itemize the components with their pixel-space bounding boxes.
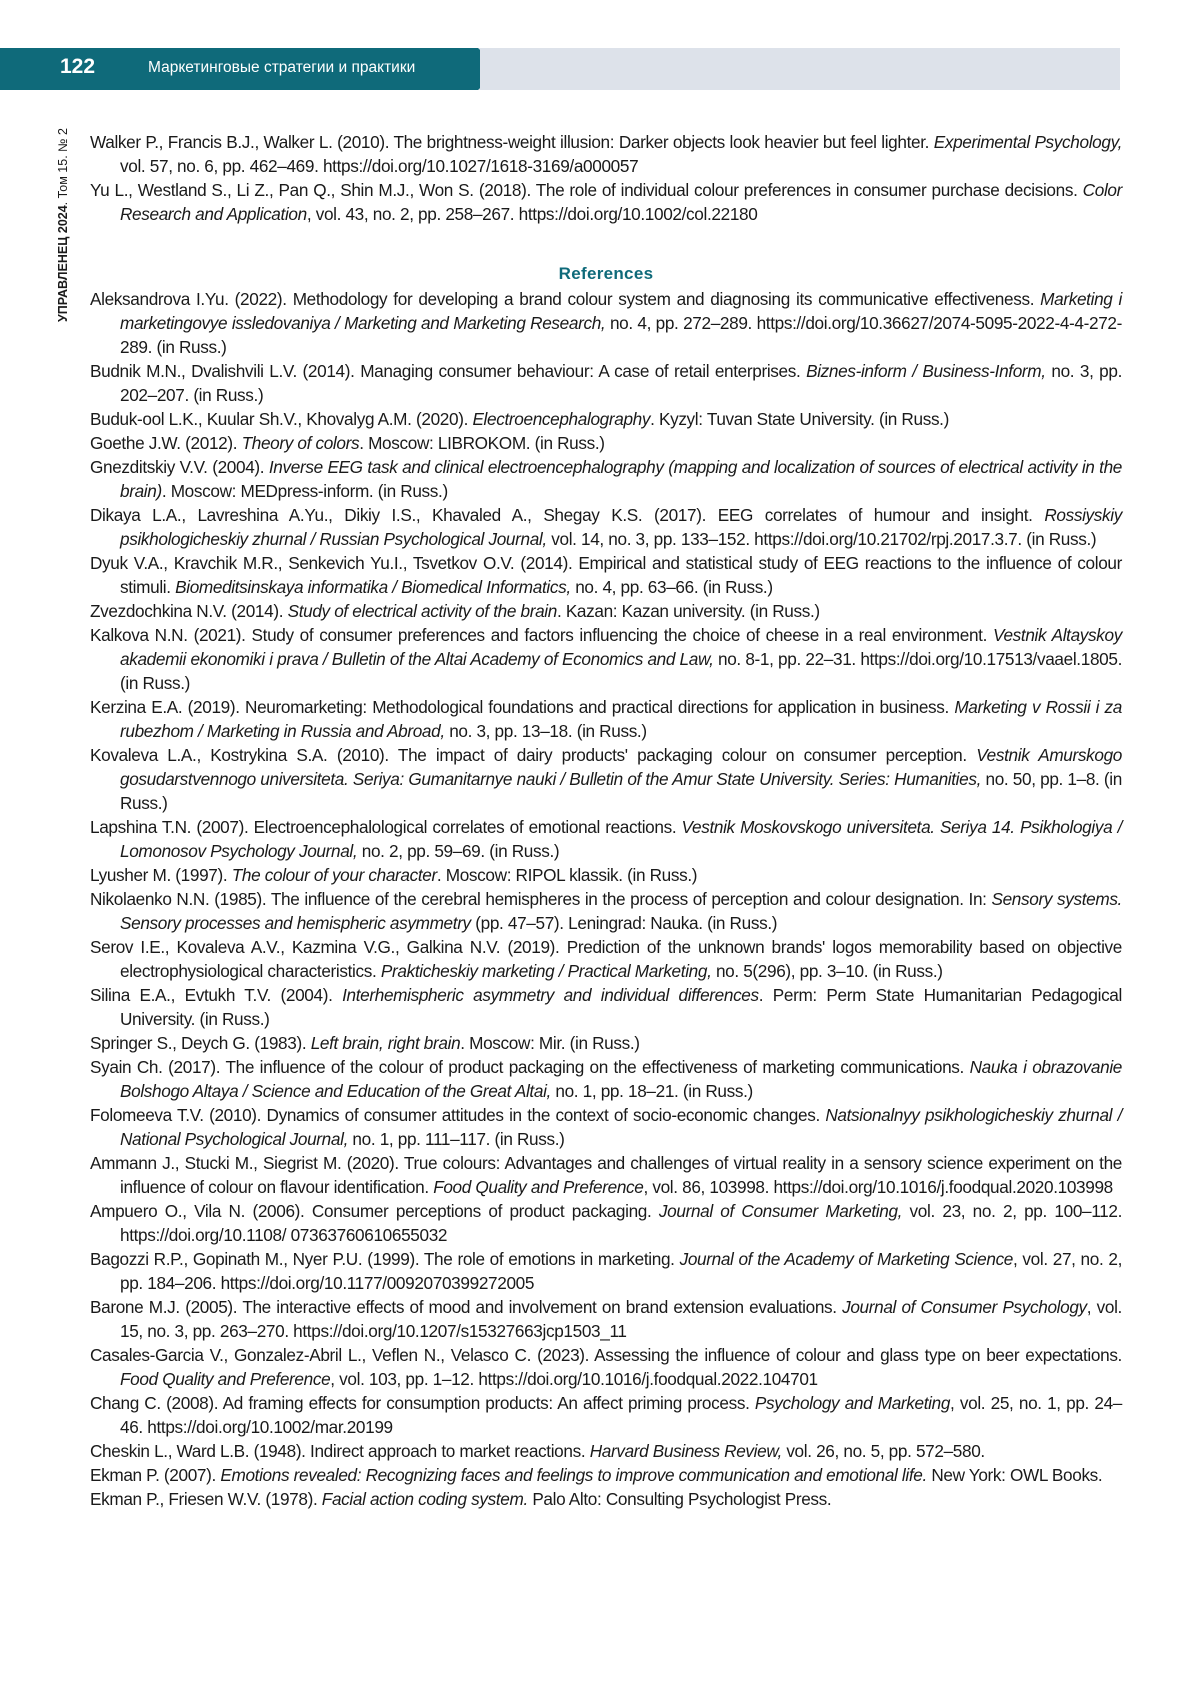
reference-entry <box>90 1343 1122 1391</box>
reference-details: , vol. 15, no. 3, pp. 263–270. https://doi.org/10.1207/s15327663jcp1503_11 <box>120 1297 1122 1341</box>
reference-details: , vol. 103, pp. 1–12. https://doi.org/10.1016/j.foodqual.2022.104701 <box>330 1369 817 1389</box>
reference-source-title: Journal of the Academy of Marketing Science <box>680 1249 1013 1269</box>
reference-source-title: Electroencephalography <box>472 409 650 429</box>
reference-entry <box>90 1199 1122 1247</box>
reference-entry <box>90 1439 1122 1463</box>
reference-entry <box>90 1055 1122 1103</box>
reference-entry <box>90 863 1122 887</box>
reference-details: no. 8-1, pp. 22–31. https://doi.org/10.17513/vaael.1805. (in Russ.) <box>120 649 1122 693</box>
reference-text: Ekman P., Friesen W.V. (1978). <box>90 1489 322 1509</box>
references-list <box>90 287 1122 1511</box>
reference-text: Barone M.J. (2005). The interactive effects of mood and involvement on brand extension evaluations. <box>90 1297 842 1317</box>
reference-source-title: The colour of your character <box>232 865 437 885</box>
reference-text: Dikaya L.A., Lavreshina A.Yu., Dikiy I.S., Khavaled A., Shegay K.S. (2017). EEG correlates of humour and insight. <box>90 505 1044 525</box>
reference-details: . Moscow: MEDpress-inform. (in Russ.) <box>162 481 448 501</box>
reference-source-title: Journal of Consumer Marketing, <box>659 1201 902 1221</box>
reference-source-title: Interhemispheric asymmetry and individual differences <box>342 985 759 1005</box>
reference-source-title: Rossiyskiy psikhologicheskiy zhurnal / Russian Psychological Journal, <box>120 505 1122 549</box>
reference-text: Dyuk V.A., Kravchik M.R., Senkevich Yu.I., Tsvetkov O.V. (2014). Empirical and statistical study of EEG reactions to the influence of colour stimuli. <box>90 553 1122 597</box>
top-reference-list <box>90 130 1122 226</box>
reference-text: Serov I.E., Kovaleva A.V., Kazmina V.G., Galkina N.V. (2019). Prediction of the unknown brands' logos memorability based on objective electrophysiological characteristics. <box>90 937 1122 981</box>
reference-text: Syain Ch. (2017). The influence of the colour of product packaging on the effectiveness of marketing communications. <box>90 1057 970 1077</box>
reference-details: . Perm: Perm State Humanitarian Pedagogical University. (in Russ.) <box>120 985 1122 1029</box>
reference-details: . Moscow: Mir. (in Russ.) <box>460 1033 639 1053</box>
reference-details: (pp. 47–57). Leningrad: Nauka. (in Russ.) <box>471 913 777 933</box>
reference-text: Budnik M.N., Dvalishvili L.V. (2014). Managing consumer behaviour: A case of retail enterprises. <box>90 361 806 381</box>
reference-details: . Moscow: LIBROKOM. (in Russ.) <box>359 433 604 453</box>
reference-text: Bagozzi R.P., Gopinath M., Nyer P.U. (1999). The role of emotions in marketing. <box>90 1249 680 1269</box>
reference-text: Kalkova N.N. (2021). Study of consumer preferences and factors influencing the choice of cheese in a real environment. <box>90 625 993 645</box>
reference-text: Goethe J.W. (2012). <box>90 433 242 453</box>
reference-details: , vol. 25, no. 1, pp. 24–46. https://doi.org/10.1002/mar.20199 <box>120 1393 1122 1437</box>
reference-text: Walker P., Francis B.J., Walker L. (2010). The brightness-weight illusion: Darker objects look heavier but feel lighter. <box>90 132 934 152</box>
reference-text: Nikolaenko N.N. (1985). The influence of the cerebral hemispheres in the process of perception and colour designation. In: <box>90 889 991 909</box>
reference-text: Kovaleva L.A., Kostrykina S.A. (2010). The impact of dairy products' packaging colour on consumer perception. <box>90 745 976 765</box>
reference-entry <box>90 359 1122 407</box>
reference-text: Zvezdochkina N.V. (2014). <box>90 601 288 621</box>
reference-text: Buduk-ool L.K., Kuular Sh.V., Khovalyg A.M. (2020). <box>90 409 472 429</box>
reference-source-title: Journal of Consumer Psychology <box>842 1297 1087 1317</box>
reference-text: Folomeeva T.V. (2010). Dynamics of consumer attitudes in the context of socio-economic changes. <box>90 1105 825 1125</box>
reference-entry <box>90 455 1122 503</box>
reference-entry <box>90 743 1122 815</box>
reference-text: Ampuero O., Vila N. (2006). Consumer perceptions of product packaging. <box>90 1201 659 1221</box>
reference-source-title: Facial action coding system. <box>322 1489 528 1509</box>
journal-side-label <box>56 128 74 378</box>
reference-entry <box>90 983 1122 1031</box>
reference-details: . Moscow: RIPOL klassik. (in Russ.) <box>437 865 697 885</box>
reference-entry <box>90 935 1122 983</box>
reference-details: . Kyzyl: Tuvan State University. (in Russ.) <box>650 409 949 429</box>
reference-source-title: Experimental Psychology, <box>934 132 1122 152</box>
reference-entry <box>90 130 1122 178</box>
reference-source-title: Marketing v Rossii i za rubezhom / Marketing in Russia and Abroad, <box>120 697 1122 741</box>
reference-entry <box>90 503 1122 551</box>
reference-entry <box>90 1295 1122 1343</box>
reference-details: no. 1, pp. 111–117. (in Russ.) <box>348 1129 565 1149</box>
reference-source-title: Marketing i marketingovye issledovaniya / Marketing and Marketing Research, <box>120 289 1122 333</box>
reference-details: no. 2, pp. 59–69. (in Russ.) <box>357 841 559 861</box>
reference-source-title: Theory of colors <box>242 433 360 453</box>
reference-details: vol. 23, no. 2, pp. 100–112. https://doi.org/10.1108/ 07363760610655032 <box>120 1201 1122 1245</box>
reference-source-title: Harvard Business Review, <box>590 1441 782 1461</box>
reference-details: no. 5(296), pp. 3–10. (in Russ.) <box>712 961 943 981</box>
reference-entry <box>90 1487 1122 1511</box>
reference-source-title: Biznes-inform / Business-Inform, <box>806 361 1046 381</box>
reference-entry <box>90 1151 1122 1199</box>
reference-source-title: Emotions revealed: Recognizing faces and feelings to improve communication and emotional life. <box>220 1465 927 1485</box>
reference-entry <box>90 1391 1122 1439</box>
reference-text: Kerzina E.A. (2019). Neuromarketing: Methodological foundations and practical directions for application in business. <box>90 697 954 717</box>
reference-text: Casales-Garcia V., Gonzalez-Abril L., Veflen N., Velasco C. (2023). Assessing the influence of colour and glass type on beer expectations. <box>90 1345 1122 1365</box>
reference-source-title: Vestnik Amurskogo gosudarstvennogo universiteta. Seriya: Gumanitarnye nauki / Bulletin of the Amur State University. Series: Humanities, <box>120 745 1122 789</box>
reference-details: Palo Alto: Consulting Psychologist Press. <box>528 1489 831 1509</box>
reference-source-title: Left brain, right brain <box>311 1033 461 1053</box>
reference-details: vol. 14, no. 3, pp. 133–152. https://doi.org/10.21702/rpj.2017.3.7. (in Russ.) <box>547 529 1096 549</box>
reference-text: Chang C. (2008). Ad framing effects for consumption products: An affect priming process. <box>90 1393 755 1413</box>
reference-source-title: Food Quality and Preference <box>120 1369 330 1389</box>
reference-text: Silina E.A., Evtukh T.V. (2004). <box>90 985 342 1005</box>
journal-volume: . Том 15. № 2 <box>56 128 70 205</box>
reference-text: Lyusher M. (1997). <box>90 865 232 885</box>
reference-source-title: Color Research and Application <box>120 180 1122 224</box>
reference-entry <box>90 407 1122 431</box>
reference-entry <box>90 551 1122 599</box>
reference-source-title: Sensory systems. Sensory processes and hemispheric asymmetry <box>120 889 1122 933</box>
reference-text: Ammann J., Stucki M., Siegrist M. (2020). True colours: Advantages and challenges of virtual reality in a sensory science experiment on the influence of colour on flavour identification. <box>90 1153 1122 1197</box>
reference-details: , vol. 86, 103998. https://doi.org/10.1016/j.foodqual.2020.103998 <box>643 1177 1112 1197</box>
reference-source-title: Natsionalnyy psikhologicheskiy zhurnal / National Psychological Journal, <box>120 1105 1122 1149</box>
journal-year: 2024 <box>56 205 70 233</box>
reference-text: Ekman P. (2007). <box>90 1465 220 1485</box>
reference-entry <box>90 1031 1122 1055</box>
reference-details: no. 3, pp. 13–18. (in Russ.) <box>445 721 647 741</box>
reference-entry <box>90 1103 1122 1151</box>
section-title: Маркетинговые стратегии и практики <box>148 59 415 77</box>
reference-text: Springer S., Deych G. (1983). <box>90 1033 311 1053</box>
reference-entry <box>90 695 1122 743</box>
references-heading: References <box>90 264 1122 284</box>
reference-source-title: Vestnik Moskovskogo universiteta. Seriya 14. Psikhologiya / Lomonosov Psychology Journal, <box>120 817 1122 861</box>
reference-entry <box>90 887 1122 935</box>
reference-entry <box>90 178 1122 226</box>
reference-text: Cheskin L., Ward L.B. (1948). Indirect approach to market reactions. <box>90 1441 590 1461</box>
reference-entry <box>90 1463 1122 1487</box>
reference-details: no. 1, pp. 18–21. (in Russ.) <box>551 1081 753 1101</box>
reference-details: vol. 26, no. 5, pp. 572–580. <box>782 1441 985 1461</box>
reference-details: , vol. 43, no. 2, pp. 258–267. https://doi.org/10.1002/col.22180 <box>307 204 758 224</box>
reference-entry <box>90 1247 1122 1295</box>
page-number: 122 <box>60 55 95 79</box>
reference-details: . Kazan: Kazan university. (in Russ.) <box>557 601 820 621</box>
reference-text: Gnezditskiy V.V. (2004). <box>90 457 269 477</box>
reference-text: Aleksandrova I.Yu. (2022). Methodology for developing a brand colour system and diagnosing its communicative effectiveness. <box>90 289 1040 309</box>
journal-name: УПРАВЛЕНЕЦ <box>56 237 70 322</box>
reference-source-title: Nauka i obrazovanie Bolshogo Altaya / Science and Education of the Great Altai, <box>120 1057 1122 1101</box>
reference-details: no. 4, pp. 272–289. https://doi.org/10.36627/2074-5095-2022-4-4-272-289. (in Russ.) <box>120 313 1122 357</box>
reference-details: New York: OWL Books. <box>927 1465 1102 1485</box>
reference-entry <box>90 623 1122 695</box>
reference-details: no. 4, pp. 63–66. (in Russ.) <box>571 577 773 597</box>
reference-source-title: Inverse EEG task and clinical electroencephalography (mapping and localization of sources of electrical activity in the brain) <box>120 457 1122 501</box>
reference-entry <box>90 815 1122 863</box>
reference-details: , vol. 27, no. 2, pp. 184–206. https://doi.org/10.1177/0092070399272005 <box>120 1249 1122 1293</box>
reference-source-title: Prakticheskiy marketing / Practical Marketing, <box>381 961 712 981</box>
reference-entry <box>90 599 1122 623</box>
reference-source-title: Psychology and Marketing <box>755 1393 950 1413</box>
reference-entry <box>90 287 1122 359</box>
reference-details: no. 50, pp. 1–8. (in Russ.) <box>120 769 1122 813</box>
reference-source-title: Food Quality and Preference <box>433 1177 643 1197</box>
reference-source-title: Vestnik Altayskoy akademii ekonomiki i prava / Bulletin of the Altai Academy of Economics and Law, <box>120 625 1122 669</box>
reference-text: Yu L., Westland S., Li Z., Pan Q., Shin M.J., Won S. (2018). The role of individual colour preferences in consumer purchase decisions. <box>90 180 1083 200</box>
reference-source-title: Biomeditsinskaya informatika / Biomedical Informatics, <box>175 577 571 597</box>
reference-text: Lapshina T.N. (2007). Electroencephalological correlates of emotional reactions. <box>90 817 682 837</box>
reference-source-title: Study of electrical activity of the brain <box>288 601 557 621</box>
reference-entry <box>90 431 1122 455</box>
reference-details: no. 3, pp. 202–207. (in Russ.) <box>120 361 1122 405</box>
reference-content <box>90 130 1122 1511</box>
reference-details: vol. 57, no. 6, pp. 462–469. https://doi.org/10.1027/1618-3169/a000057 <box>120 156 638 176</box>
